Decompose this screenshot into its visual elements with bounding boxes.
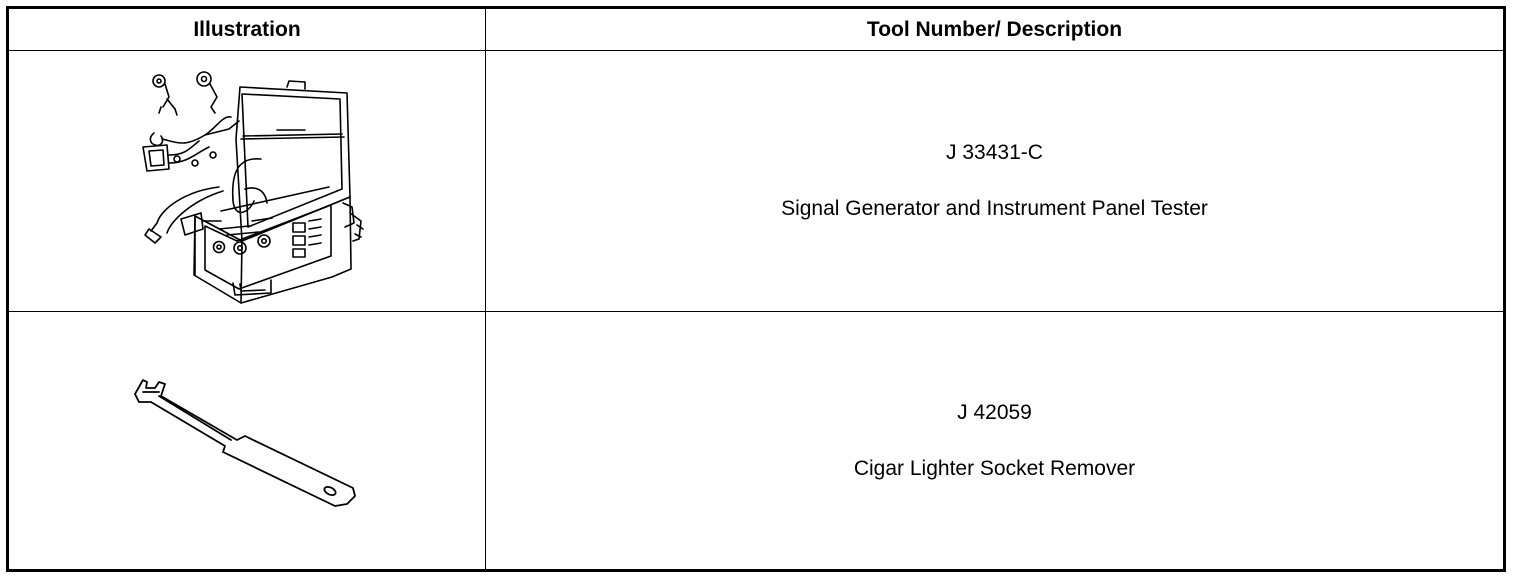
tool-table	[6, 6, 1506, 572]
table-row-2-description	[486, 312, 1503, 569]
header-illustration: Illustration	[193, 17, 301, 41]
signal-generator-case-icon	[9, 51, 485, 311]
tool-description: Cigar Lighter Socket Remover	[853, 456, 1136, 480]
header-tool-description: Tool Number/ Description	[866, 17, 1123, 41]
tool-number: J 33431-C	[946, 141, 1043, 164]
table-header-row	[9, 9, 1503, 51]
socket-remover-tool-icon	[9, 312, 485, 569]
table-row-2-illustration	[9, 312, 485, 569]
table-row-1-description	[486, 51, 1503, 311]
table-row-1-illustration	[9, 51, 485, 311]
tool-description: Signal Generator and Instrument Panel Tester	[781, 197, 1208, 220]
tool-number: J 42059	[957, 400, 1032, 424]
